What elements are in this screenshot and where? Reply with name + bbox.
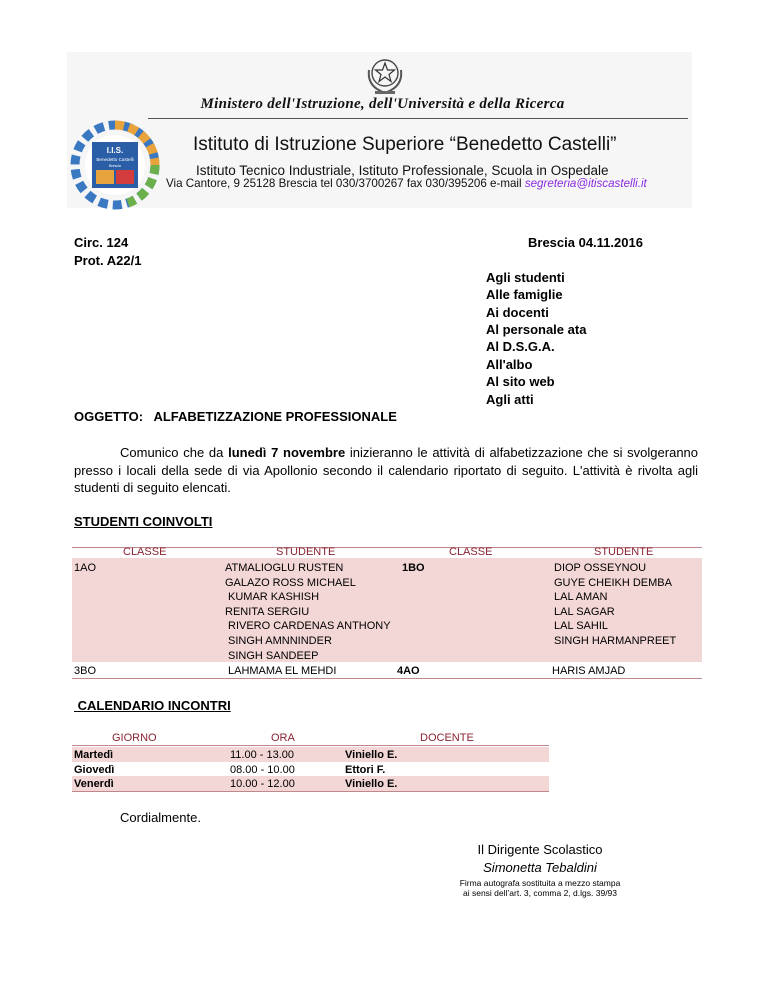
recipient: Alle famiglie	[486, 287, 563, 302]
day-cell: Venerdì	[74, 778, 114, 790]
class-cell: 3BO	[74, 665, 97, 677]
class-cell: 4AO	[397, 665, 420, 677]
student-name: SINGH AMNNINDER	[228, 634, 332, 647]
subject-text: ALFABETIZZAZIONE PROFESSIONALE	[153, 409, 397, 424]
student-name: GALAZO ROSS MICHAEL	[225, 576, 356, 589]
student-list	[225, 561, 391, 663]
student-list	[554, 561, 676, 649]
column-header: GIORNO	[112, 732, 157, 744]
body-part1: Comunico che da	[120, 445, 229, 460]
student-name: GUYE CHEIKH DEMBA	[554, 576, 672, 589]
student-name: RIVERO CARDENAS ANTHONY	[228, 620, 391, 633]
time-cell: 10.00 - 12.00	[230, 778, 295, 790]
student-name: LAHMAMA EL MEHDI	[228, 665, 337, 677]
student-name: ATMALIOGLU RUSTEN	[225, 562, 344, 574]
logo-text: I.I.S.	[106, 146, 124, 155]
school-logo	[68, 118, 162, 210]
calendar-title-text: CALENDARIO INCONTRI	[77, 698, 231, 713]
student-name: HARIS AMJAD	[552, 665, 626, 677]
signature-note-line: Firma autografa sostituita a mezzo stampa	[459, 878, 621, 888]
class-cell: 1AO	[74, 562, 97, 574]
signer-name: Simonetta Tebaldini	[483, 860, 597, 875]
place-date: Brescia 04.11.2016	[528, 235, 643, 250]
student-name: SINGH HARMANPREET	[554, 634, 677, 647]
class-cell: 1BO	[402, 562, 425, 574]
calendar-section-title	[74, 698, 231, 713]
signer-title: Il Dirigente Scolastico	[477, 842, 603, 857]
teacher-cell: Viniello E.	[345, 778, 398, 790]
institute-types: Istituto Tecnico Industriale, Istituto Professionale, Scuola in Ospedale	[196, 163, 609, 178]
address-text: Via Cantore, 9 25128 Brescia tel 030/3700267 fax 030/395206 e-mail	[166, 177, 525, 190]
ministry-title: Ministero dell'Istruzione, dell'Università e della Ricerca	[200, 96, 565, 112]
teacher-cell: Viniello E.	[345, 749, 398, 761]
email-link[interactable]: segreteria@itiscastelli.it	[524, 177, 647, 190]
day-cell: Giovedì	[74, 764, 115, 776]
column-header: ORA	[271, 732, 295, 744]
table-row	[72, 747, 549, 762]
circular-number: Circ. 124	[74, 235, 129, 250]
subject-label: OGGETTO:	[74, 409, 144, 424]
table-row	[72, 776, 549, 791]
student-name: LAL SAGAR	[554, 605, 615, 618]
closing: Cordialmente.	[120, 810, 201, 825]
column-header: STUDENTE	[276, 546, 336, 558]
student-name: DIOP OSSEYNOU	[554, 562, 647, 574]
student-name: SINGH SANDEEP	[228, 649, 319, 662]
student-name: LAL SAHIL	[554, 620, 609, 633]
subject-line	[74, 409, 397, 424]
student-name: KUMAR KASHISH	[228, 591, 320, 604]
institute-address	[166, 177, 647, 190]
body-paragraph	[74, 444, 698, 497]
students-section-title: STUDENTI COINVOLTI	[74, 514, 213, 529]
institute-name: Istituto di Istruzione Superiore “Benedetto Castelli”	[193, 134, 617, 155]
recipient: All'albo	[486, 357, 533, 372]
day-cell: Martedì	[74, 749, 114, 761]
column-header: CLASSE	[123, 546, 167, 558]
italian-emblem-icon	[363, 56, 407, 96]
table-row	[72, 762, 549, 777]
recipient: Al D.S.G.A.	[486, 339, 555, 354]
time-cell: 11.00 - 13.00	[230, 749, 295, 761]
logo-text: Benedetto Castelli	[96, 157, 134, 162]
teacher-cell: Ettori F.	[345, 764, 386, 776]
table-rule	[72, 791, 549, 792]
column-header: STUDENTE	[594, 546, 654, 558]
recipient: Agli atti	[486, 392, 534, 407]
table-rule	[72, 745, 549, 746]
recipient: Ai docenti	[486, 305, 549, 320]
logo-text: Brescia	[109, 164, 121, 168]
student-name: LAL AMAN	[554, 591, 608, 604]
body-part2: inizieranno le attività di alfabetizzazione che si svolgeranno presso i locali della sede di via Apollonio secondo il calendario riportato di seguito. L'attività è rivolta agli studenti di seguito elencati.	[74, 445, 699, 496]
column-header: DOCENTE	[420, 732, 474, 744]
column-header: CLASSE	[449, 546, 493, 558]
student-name: RENITA SERGIU	[225, 605, 310, 618]
recipient: Al personale ata	[486, 322, 587, 337]
header-divider	[148, 118, 688, 119]
recipient: Al sito web	[486, 374, 555, 389]
recipient: Agli studenti	[486, 270, 565, 285]
signature-note-line: ai sensi dell’art. 3, comma 2, d.lgs. 39/93	[462, 888, 618, 898]
protocol-number: Prot. A22/1	[74, 253, 142, 268]
body-date: lunedì 7 novembre	[228, 445, 346, 460]
time-cell: 08.00 - 10.00	[230, 764, 295, 776]
signature-note	[440, 878, 640, 898]
